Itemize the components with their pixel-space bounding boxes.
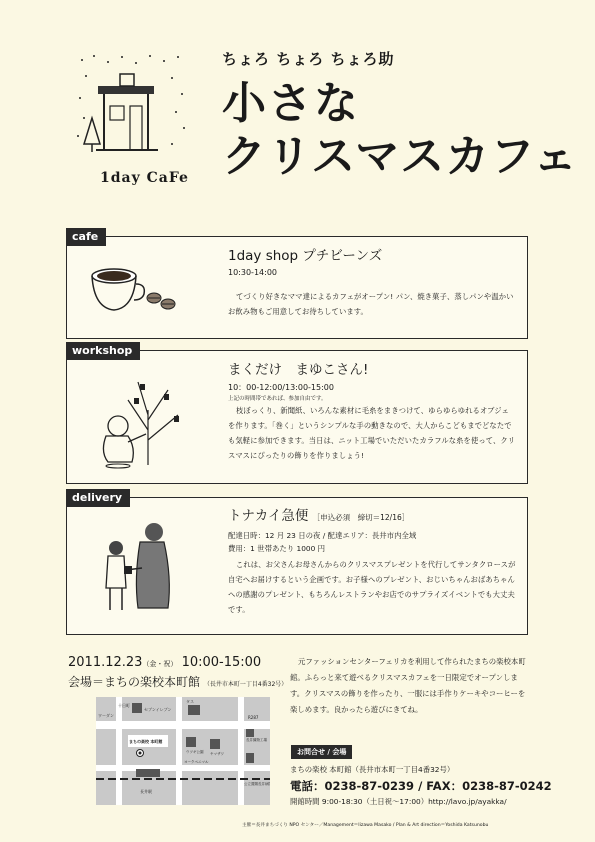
map-label-utsugi: ウツギ公園 xyxy=(186,750,204,754)
map-label-venue: まちの楽校 本町館 xyxy=(129,739,163,744)
coffee-cup-illustration xyxy=(84,258,194,332)
map-label-yosaku: ヨークベニマル xyxy=(184,760,209,764)
contact-address: まちの楽校 本町館（長井市本町一丁目4番32号） xyxy=(290,765,455,774)
workshop-note: 上記の時間帯であれば、参加自由です。 xyxy=(228,396,327,402)
map-label-yamazawa: ヤマザワ xyxy=(210,752,224,756)
workshop-time: 10：00-12:00/13:00-15:00 xyxy=(228,383,334,392)
map-label-wardan: ワーダン xyxy=(98,713,115,718)
title-line-1: 小さな xyxy=(222,78,360,129)
delivery-detail-1: 配達日時：12 月 23 日の夜 / 配達エリア：長井市内全域 xyxy=(228,531,417,540)
contact-tab: お問合せ / 会場 xyxy=(291,745,352,759)
santa-illustration xyxy=(92,518,192,622)
event-time: 10:00-15:00 xyxy=(181,655,262,670)
contact-hours: 開館時間 9:00-18:30（土日祝～17:00）http://lavo.jp/ayakka/ xyxy=(290,797,507,806)
contact-phone: 電話：0238-87-0239 / FAX：0238-87-0242 xyxy=(290,779,552,793)
map-label-factory: 長井織物工場 xyxy=(246,738,267,742)
cafe-time: 10:30-14:00 xyxy=(228,268,277,277)
map-label-station: 長井駅 xyxy=(140,789,152,794)
event-venue xyxy=(68,673,287,690)
map-label-hospital: 公立置賜長井病院 xyxy=(244,782,270,786)
delivery-detail-2: 費用：1 世帯あたり 1000 円 xyxy=(228,544,326,553)
map-label-r287: R287 xyxy=(248,715,259,720)
workshop-body: 枝ぼっくり、新聞紙、いろんな素材に毛糸をまきつけて、ゆらゆらゆれるオブジェを作ります。「巻く」というシンプルな手の動きなので、大人からこどもまでどなたでも気軽に参加できます。当日は、ニット工場でいただいたカラフルな糸を使って、クリスマスにぴったりの飾りを作りましょう! xyxy=(228,406,516,460)
event-date-value: 2011.12.23 xyxy=(68,655,143,670)
event-weekday: （金・祝） xyxy=(142,660,178,668)
cafe-body: てづくり好きなママ達によるカフェがオープン! パン、焼き菓子、蒸しパンや温かいお飲み物もご用意してお待ちしています。 xyxy=(228,292,514,316)
map-label-seven: セブンイレブン xyxy=(144,707,172,712)
delivery-body: これは、お父さんお母さんからのクリスマスプレゼントを代行してサンタクロースが自宅へお届けするという企画です。お子様へのプレゼント、おじいちゃんおばあちゃんへの感謝のプレゼント、もちろんレストランやお店でのサプライズイベントでも大丈夫です。 xyxy=(228,560,516,614)
workshop-heading: まくだけ まゆこさん! xyxy=(228,362,369,378)
delivery-heading-main: トナカイ急便 xyxy=(228,508,309,524)
venue-map xyxy=(96,697,270,805)
event-venue-name: 会場＝まちの楽校本町館 xyxy=(68,675,201,689)
logo-caption: 1day CaFe xyxy=(100,170,189,186)
credit-line: 主催＝長井まちづくり NPO センター／Management＝Iizawa Masako / Plan & Art direction＝Yoshida Katsunobu xyxy=(242,823,489,828)
event-venue-address: （長井市本町一丁目4番32号） xyxy=(203,681,288,688)
workshop-illustration xyxy=(88,370,198,474)
map-label-tas: タス xyxy=(186,699,194,704)
workshop-tab: workshop xyxy=(66,342,140,360)
delivery-heading xyxy=(228,504,409,524)
header-kicker: ちょろ ちょろ ちょろ助 xyxy=(222,50,395,68)
event-date xyxy=(68,655,261,670)
map-label-school: 十日町 xyxy=(118,703,130,708)
title-line-2: クリスマスカフェ xyxy=(222,131,579,182)
event-intro: 元ファッションセンターフェリカを利用して作られたまちの楽校本町館。ふらっと来て遊べるクリスマスカフェを一日限定でオープンします。クリスマスの飾りを作ったり、一服には手作りケーキやコーヒーを楽しめます。良かったら遊びにきてね。 xyxy=(290,657,526,714)
delivery-heading-small: ［申込必須 締切＝12/16］ xyxy=(312,513,410,522)
cafe-tab: cafe xyxy=(66,228,106,246)
delivery-tab: delivery xyxy=(66,489,130,507)
logo-illustration xyxy=(72,48,192,188)
cafe-heading: 1day shop プチビーンズ xyxy=(228,248,383,264)
